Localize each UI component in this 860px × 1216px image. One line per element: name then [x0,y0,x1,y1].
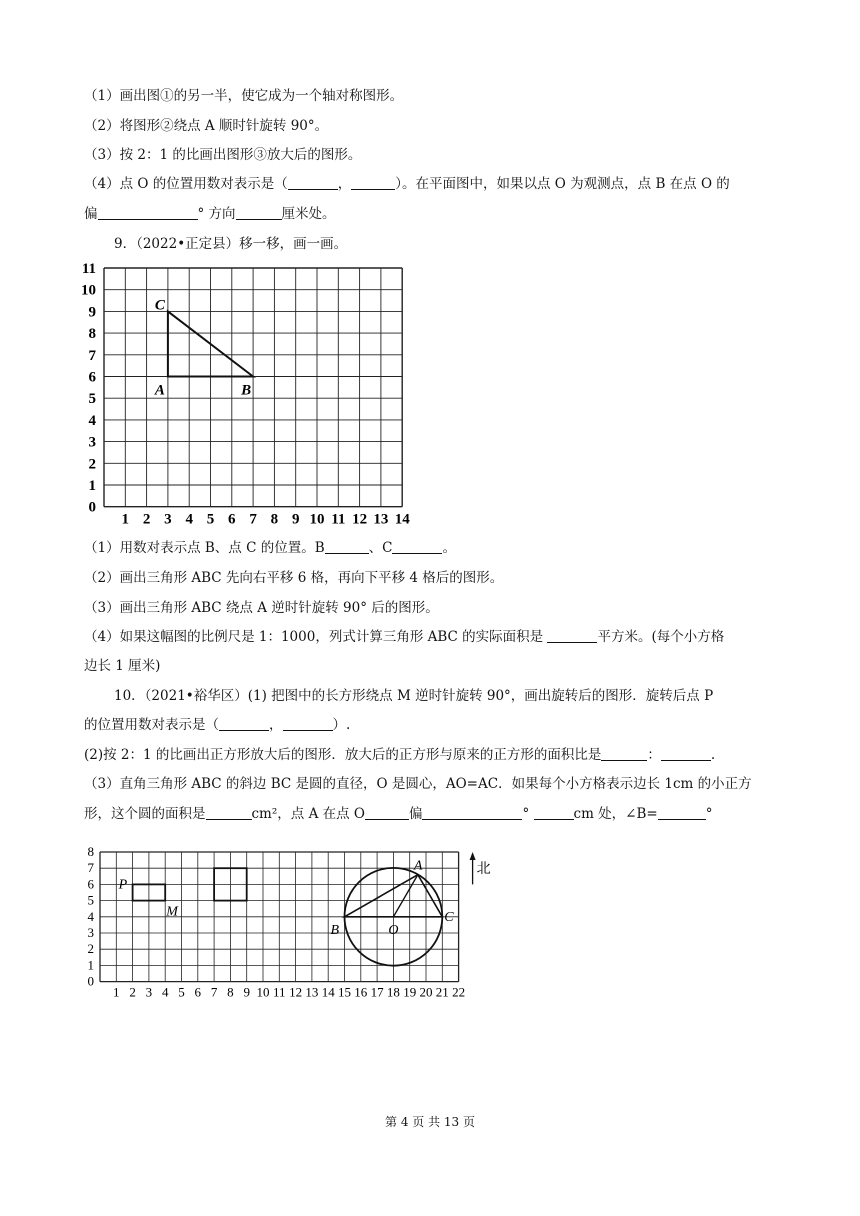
x-tick-label: 13 [305,984,319,1000]
q10-part-1-cont: 的位置用数对表示是（ ， ）. [84,717,351,733]
point-label-p: P [118,877,128,893]
y-tick-label: 1 [88,478,96,494]
point-label-o: O [388,922,399,938]
q8-line-1: （1）画出图①的另一半，使它成为一个轴对称图形。 [84,88,404,104]
x-tick-label: 3 [145,984,153,1000]
x-tick-label: 9 [243,984,250,1000]
x-tick-label: 12 [289,984,303,1000]
y-tick-label: 10 [81,282,96,299]
x-tick-label: 21 [435,984,449,1000]
x-tick-label: 3 [164,511,172,527]
q9-sub-1: （1）用数对表示点 B、点 C 的位置。B 、C 。 [84,540,456,556]
answer-blank[interactable] [288,175,338,190]
x-tick-label: 2 [142,511,151,527]
point-label-b: B [241,382,252,399]
answer-blank[interactable] [351,175,395,190]
point-label-m: M [166,904,178,920]
x-tick-label: 8 [227,984,234,1000]
answer-blank[interactable] [219,716,269,731]
y-tick-label: 2 [88,456,96,473]
answer-blank[interactable] [547,628,597,643]
answer-blank[interactable] [392,539,442,554]
x-tick-label: 22 [452,984,466,1000]
x-tick-label: 5 [178,984,185,1000]
q8-line-2: （2）将图形②绕点 A 顺时针旋转 90°。 [84,118,329,134]
y-tick-label: 5 [87,892,94,908]
y-tick-label: 9 [88,304,96,321]
q10-grid-figure [80,842,500,1002]
q8-line-3: （3）按 2：1 的比画出图形③放大后的图形。 [84,147,362,163]
x-tick-label: 6 [228,511,236,527]
point-label-c: C [154,297,165,314]
q9-sub-3: （3）画出三角形 ABC 绕点 A 逆时针旋转 90° 后的图形。 [84,600,439,616]
y-tick-label: 7 [87,860,94,876]
point-label-b: B [330,922,340,938]
y-tick-label: 8 [88,326,96,343]
q10-part-3-cont: 形，这个圆的面积是 cm²，点 A 在点 O 偏 ° cm 处，∠B= ° [84,806,713,822]
answer-blank[interactable] [325,539,369,554]
answer-blank[interactable] [236,205,282,220]
q9-sub-2: （2）画出三角形 ABC 先向右平移 6 格，再向下平移 4 格后的图形。 [84,570,504,586]
answer-blank[interactable] [658,805,706,820]
answer-blank[interactable] [365,805,409,820]
answer-blank[interactable] [601,746,647,761]
x-tick-label: 19 [403,984,417,1000]
x-tick-label: 15 [338,984,351,1000]
x-tick-label: 6 [194,984,202,1000]
x-tick-label: 14 [394,511,410,527]
x-tick-label: 11 [331,511,346,527]
x-tick-label: 1 [121,511,130,527]
x-tick-label: 10 [256,984,270,1000]
x-tick-label: 9 [291,511,300,527]
y-tick-label: 6 [88,369,96,386]
y-tick-label: 3 [87,925,94,940]
x-tick-label: 10 [309,511,325,527]
answer-blank[interactable] [283,716,333,731]
north-label: 北 [476,862,491,878]
x-tick-label: 18 [386,984,400,1000]
answer-blank[interactable] [661,746,711,761]
page-footer: 第 4 页 共 13 页 [385,1115,475,1129]
y-tick-label: 4 [88,412,96,429]
q10-part-1: 10．（2021•裕华区）(1) 把图中的长方形绕点 M 逆时针旋转 90°，画出旋转后的图形．旋转后点 P [114,688,714,704]
answer-blank[interactable] [206,805,252,820]
x-tick-label: 11 [273,984,286,1000]
x-tick-label: 4 [185,511,193,527]
answer-blank[interactable] [98,205,198,220]
answer-blank[interactable] [534,805,574,820]
q8-line-4: （4）点 O 的位置用数对表示是（ ， ）。在平面图中，如果以点 O 为观测点，点 B 在点 O 的 [84,176,730,192]
q8-line-5: 偏 ° 方向 厘米处。 [84,206,336,222]
q9-grid-figure [70,252,420,527]
q9-title: 9．（2022•正定县）移一移，画一画。 [114,236,348,252]
y-tick-label: 4 [87,908,94,924]
q10-part-2: (2)按 2：1 的比画出正方形放大后的图形．放大后的正方形与原来的正方形的面积比是 ： . [84,747,716,763]
x-tick-label: 4 [161,984,169,1000]
point-label-c: C [444,909,454,925]
x-tick-label: 14 [321,984,335,1000]
x-tick-label: 13 [373,511,389,527]
y-tick-label: 0 [88,499,96,516]
x-tick-label: 16 [354,984,368,1000]
x-tick-label: 8 [270,511,279,527]
point-label-a: A [154,382,165,399]
x-tick-label: 5 [206,511,215,527]
q9-sub-4: （4）如果这幅图的比例尺是 1：1000，列式计算三角形 ABC 的实际面积是 平方米。(每个小方格 [84,629,725,645]
y-tick-label: 3 [88,434,96,451]
x-tick-label: 7 [210,984,218,1000]
y-tick-label: 7 [88,347,96,364]
y-tick-label: 1 [87,957,94,973]
q9-sub-4-cont: 边长 1 厘米) [84,658,161,674]
north-arrow-head-icon [470,852,476,860]
y-tick-label: 8 [87,844,94,859]
q10-part-3: （3）直角三角形 ABC 的斜边 BC 是圆的直径，O 是圆心，AO=AC．如果每个小方格表示边长 1cm 的小正方 [84,776,752,792]
y-tick-label: 2 [87,941,94,957]
x-tick-label: 12 [352,511,368,527]
y-tick-label: 6 [87,876,94,892]
answer-blank[interactable] [422,805,522,820]
x-tick-label: 7 [249,511,257,527]
x-tick-label: 2 [129,984,136,1000]
x-tick-label: 20 [419,984,433,1000]
y-tick-label: 0 [87,973,94,989]
x-tick-label: 1 [113,984,120,1000]
x-tick-label: 17 [370,984,384,1000]
y-tick-label: 5 [88,391,96,408]
point-label-a: A [413,858,423,874]
y-tick-label: 11 [81,261,96,277]
